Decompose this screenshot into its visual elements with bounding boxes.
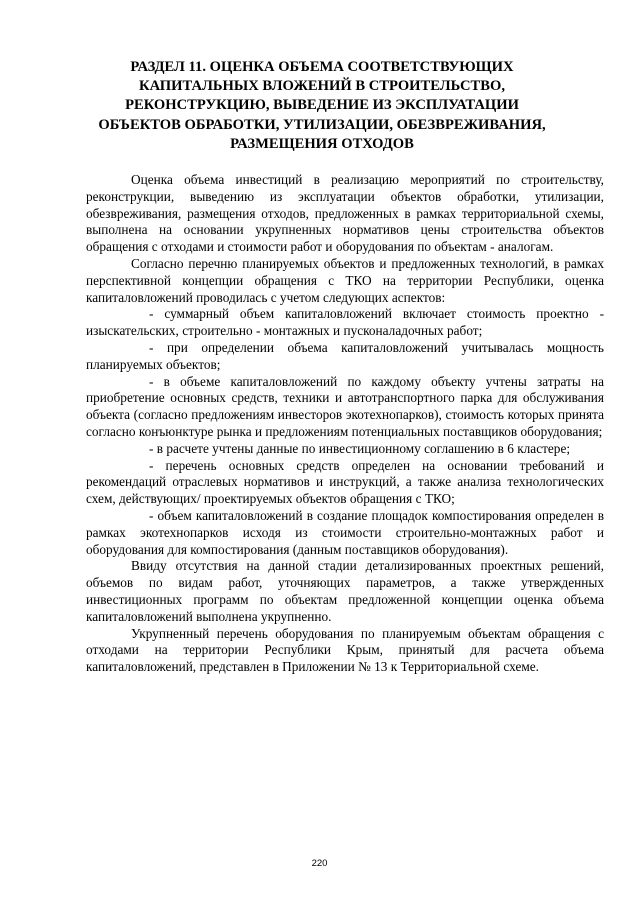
enlarged-assessment-paragraph: Ввиду отсутствия на данной стадии детализированных проектных решений, объемов по видам работ, уточняющих параметров, а также утвержденных инвестиционных программ по объектам предложенной концепции оценка объема капиталовложений выполнена укрупненно. — [86, 558, 604, 624]
aspect-item: - объем капиталовложений в создание площадок компостирования определен в рамках экотехнопарков исходя из стоимости строительно-монтажных работ и оборудования для компостирования (данным поставщиков оборудования). — [86, 507, 604, 557]
closing-paragraph: Укрупненный перечень оборудования по планируемым объектам обращения с отходами на территории Республики Крым, принятый для расчета объема капиталовложений, представлен в Приложении № 13 к Территориальной схеме. — [86, 625, 604, 675]
section-body — [86, 172, 604, 676]
intro-paragraph: Оценка объема инвестиций в реализацию мероприятий по строительству, реконструкции, выведению из эксплуатации объектов обработки, утилизации, обезвреживания, размещения отходов, предложенных в рамках территориальной схемы, выполнена на основании укрупненных нормативов цены строительства объектов обращения с отходами и стоимости работ и оборудования по объектам - аналогам. — [86, 172, 604, 255]
section-title: РАЗДЕЛ 11. ОЦЕНКА ОБЪЕМА СООТВЕТСТВУЮЩИХ КАПИТАЛЬНЫХ ВЛОЖЕНИЙ В СТРОИТЕЛЬСТВО, РЕКОНСТРУКЦИЮ, ВЫВЕДЕНИЕ ИЗ ЭКСПЛУАТАЦИИ ОБЪЕКТОВ ОБРАБОТКИ, УТИЛИЗАЦИИ, ОБЕЗВРЕЖИВАНИЯ, РАЗМЕЩЕНИЯ ОТХОДОВ — [98, 59, 546, 152]
aspects-lead-paragraph: Согласно перечню планируемых объектов и предложенных технологий, в рамках перспективной концепции обращения с ТКО на территории Республики, оценка капиталовложений проводилась с учетом следующих аспектов: — [86, 255, 604, 305]
aspect-item: - в объеме капиталовложений по каждому объекту учтены затраты на приобретение основных средств, техники и автотранспортного парка для обслуживания объекта (согласно предложениям инвесторов экотехнопарков), стоимость которых принята согласно конъюнктуре рынка и предложениям потенциальных поставщиков оборудования; — [86, 373, 604, 439]
aspect-item: - суммарный объем капиталовложений включает стоимость проектно - изыскательских, строительно - монтажных и пусконаладочных работ; — [86, 306, 604, 339]
page-number: 220 — [311, 858, 328, 869]
aspect-item: - в расчете учтены данные по инвестиционному соглашению в 6 кластере; — [149, 440, 571, 456]
aspect-item: - при определении объема капиталовложений учитывалась мощность планируемых объектов; — [86, 339, 604, 372]
aspect-item: - перечень основных средств определен на основании требований и рекомендаций отраслевых нормативов и инструкций, а также анализа технологических схем, действующих/ проектируемых объектов обращения с ТКО; — [86, 457, 604, 507]
